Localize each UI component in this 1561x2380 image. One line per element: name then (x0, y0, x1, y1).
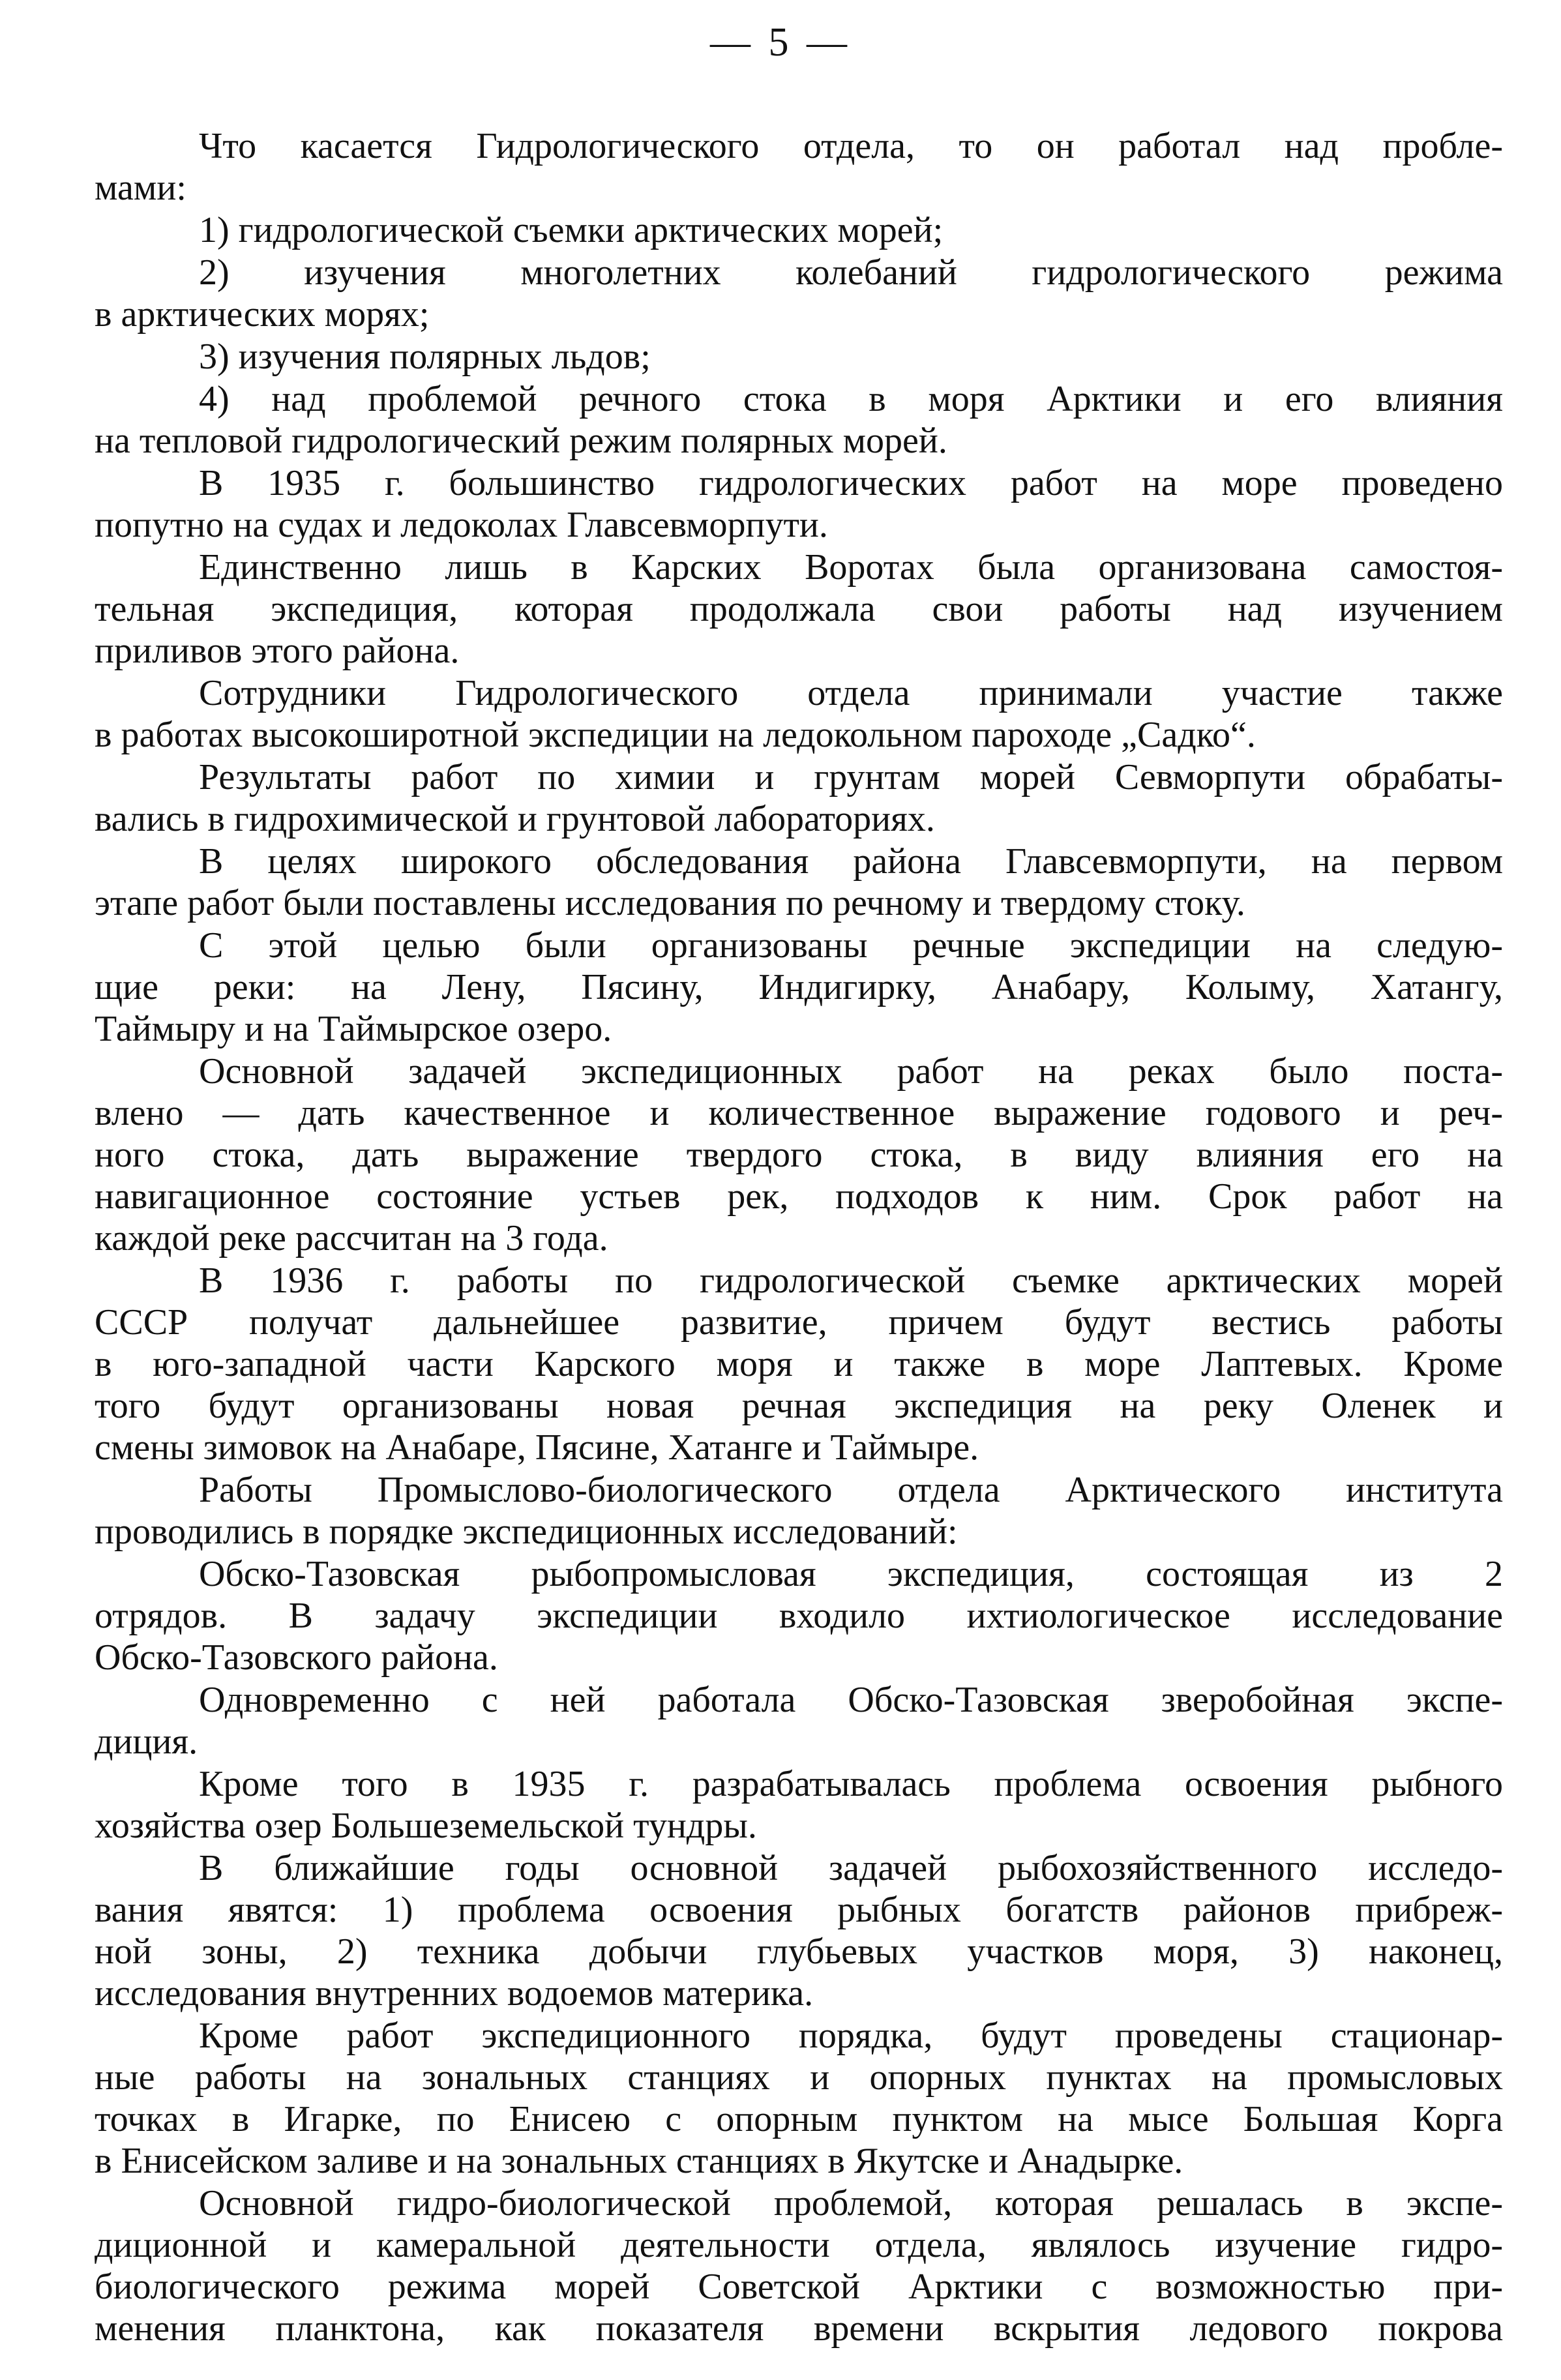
body-text (95, 125, 1503, 2350)
text-line: точках в Игарке, по Енисею с опорным пунктом на мысе Большая Корга (95, 2099, 1503, 2139)
text-line: смены зимовок на Анабаре, Пясине, Хатанге и Таймыре. (95, 1427, 979, 1468)
paragraph (95, 1260, 1503, 1468)
text-line: 2) изучения многолетних колебаний гидрологического режима (199, 252, 1503, 293)
text-line: В ближайшие годы основной задачей рыбохозяйственного исследо- (199, 1848, 1503, 1888)
text-line: менения планктона, как показателя времени вскрытия ледового покрова (95, 2308, 1503, 2349)
paragraph (95, 756, 1503, 840)
text-line: биологического режима морей Советской Арктики с возможностью при- (95, 2267, 1503, 2307)
text-line: в юго-западной части Карского моря и также в море Лаптевых. Кроме (95, 1344, 1503, 1384)
text-line: вания явятся: 1) проблема освоения рыбных богатств районов прибреж- (95, 1890, 1503, 1930)
text-line: Кроме того в 1935 г. разрабатывалась проблема освоения рыбного (199, 1764, 1503, 1804)
paragraph (95, 209, 1503, 251)
text-line: Основной гидро-биологической проблемой, которая решалась в экспе- (199, 2183, 1503, 2224)
text-line: мами: (95, 168, 186, 208)
paragraph (95, 1050, 1503, 1259)
text-line: Результаты работ по химии и грунтам морей Севморпути обрабаты- (199, 757, 1503, 797)
text-line: щие реки: на Лену, Пясину, Индигирку, Анабару, Колыму, Хатангу, (95, 967, 1503, 1007)
text-line: вались в гидрохимической и грунтовой лабораториях. (95, 799, 935, 839)
text-line: Единственно лишь в Карских Воротах была организована самостоя- (199, 547, 1503, 588)
paragraph (95, 1469, 1503, 1553)
text-line: Обско-Тазовская рыбопромысловая экспедиция, состоящая из 2 (199, 1554, 1503, 1594)
text-line: Кроме работ экспедиционного порядка, будут проведены стационар- (199, 2016, 1503, 2056)
paragraph (95, 2182, 1503, 2349)
text-line: 3) изучения полярных льдов; (199, 336, 651, 377)
text-line: в Енисейском заливе и на зональных станциях в Якутске и Анадырке. (95, 2141, 1183, 2181)
paragraph (95, 1553, 1503, 1678)
text-line: ного стока, дать выражение твердого стока, в виду влияния его на (95, 1135, 1503, 1175)
paragraph (95, 925, 1503, 1050)
paragraph (95, 1763, 1503, 1847)
text-line: Одновременно с ней работала Обско-Тазовская зверобойная экспе- (199, 1680, 1503, 1720)
paragraph (95, 462, 1503, 546)
text-line: в арктических морях; (95, 294, 430, 335)
text-line: того будут организованы новая речная экспедиция на реку Оленек и (95, 1386, 1503, 1426)
text-line: навигационное состояние устьев рек, подходов к ним. Срок работ на (95, 1176, 1503, 1217)
text-line: Сотрудники Гидрологического отдела принимали участие также (199, 673, 1503, 713)
text-line: тельная экспедиция, которая продолжала свои работы над изучением (95, 589, 1503, 629)
text-line: СССР получат дальнейшее развитие, причем будут вестись работы (95, 1302, 1503, 1343)
paragraph (95, 252, 1503, 335)
text-line: влено — дать качественное и количественное выражение годового и реч- (95, 1093, 1503, 1133)
text-line: приливов этого района. (95, 631, 460, 671)
text-line: Что касается Гидрологического отдела, то он работал над пробле- (199, 126, 1503, 166)
text-line: диция. (95, 1721, 198, 1762)
paragraph (95, 1847, 1503, 2014)
text-line: отрядов. В задачу экспедиции входило ихтиологическое исследование (95, 1596, 1503, 1636)
text-line: исследования внутренних водоемов материка. (95, 1973, 814, 2014)
text-line: Работы Промыслово-биологического отдела Арктического института (199, 1470, 1503, 1510)
text-line: каждой реке рассчитан на 3 года. (95, 1218, 608, 1258)
paragraph (95, 336, 1503, 378)
text-line: диционной и камеральной деятельности отдела, являлось изучение гидро- (95, 2225, 1503, 2265)
text-line: этапе работ были поставлены исследования по речному и твердому стоку. (95, 883, 1245, 923)
page-number: — 5 — (710, 20, 851, 65)
text-line: В 1936 г. работы по гидрологической съемке арктических морей (199, 1260, 1503, 1301)
paragraph (95, 1679, 1503, 1763)
paragraph (95, 546, 1503, 672)
text-line: Обско-Тазовского района. (95, 1637, 498, 1678)
text-line: ной зоны, 2) техника добычи глубьевых участков моря, 3) наконец, (95, 1931, 1503, 1972)
text-line: В целях широкого обследования района Главсевморпути, на первом (199, 841, 1503, 882)
text-line: хозяйства озер Большеземельской тундры. (95, 1806, 757, 1846)
text-line: Таймыру и на Таймырское озеро. (95, 1009, 612, 1049)
text-line: С этой целью были организованы речные экспедиции на следую- (199, 925, 1503, 966)
text-line: ные работы на зональных станциях и опорных пунктах на промысловых (95, 2057, 1503, 2098)
paragraph (95, 672, 1503, 756)
paragraph (95, 378, 1503, 462)
text-line: в работах высокоширотной экспедиции на ледокольном пароходе „Садко“. (95, 715, 1256, 755)
paragraph (95, 2015, 1503, 2182)
paragraph (95, 125, 1503, 209)
text-line: 1) гидрологической съемки арктических морей; (199, 210, 944, 250)
text-line: проводились в порядке экспедиционных исследований: (95, 1511, 958, 1552)
text-line: Основной задачей экспедиционных работ на реках было поста- (199, 1051, 1503, 1092)
paragraph (95, 840, 1503, 924)
text-line: В 1935 г. большинство гидрологических работ на море проведено (199, 463, 1503, 503)
text-line: 4) над проблемой речного стока в моря Арктики и его влияния (199, 379, 1503, 419)
text-line: на тепловой гидрологический режим полярных морей. (95, 421, 947, 461)
text-line: попутно на судах и ледоколах Главсевморпути. (95, 505, 828, 545)
